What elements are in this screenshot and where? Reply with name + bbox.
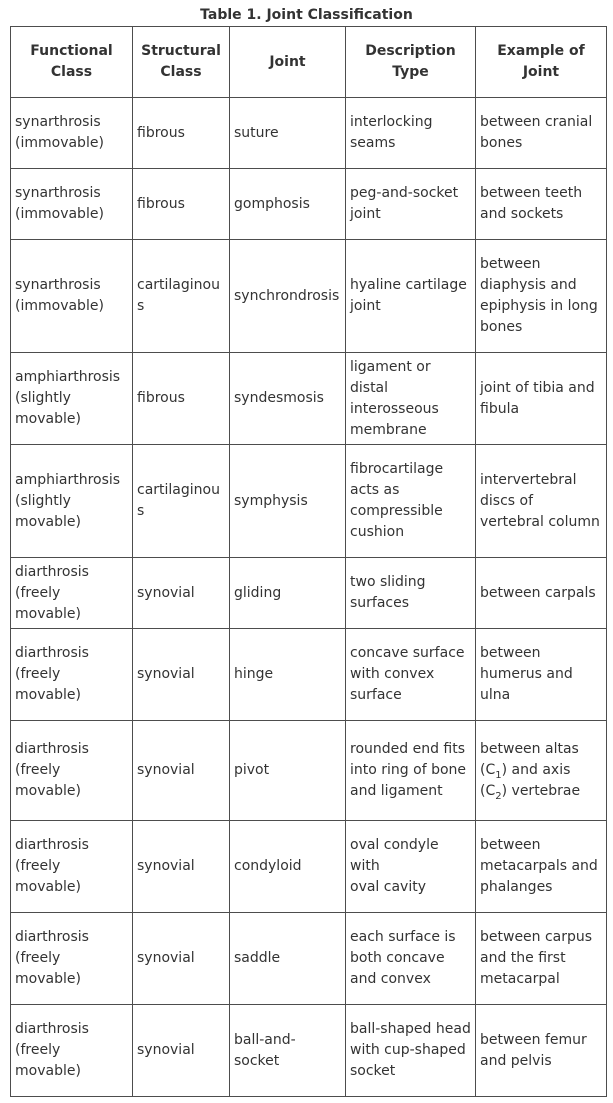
cell-description: each surface is both concave and convex [346, 913, 476, 1005]
header-text: Structural [141, 43, 221, 59]
table-row [11, 913, 607, 1005]
header-text: Functional [30, 43, 113, 59]
cell-functional: amphiarthrosis (slightly movable) [11, 353, 133, 445]
header-text: Example of [497, 43, 585, 59]
cell-joint: syndesmosis [230, 353, 346, 445]
table-row [11, 445, 607, 558]
cell-example: intervertebral discs of vertebral column [476, 445, 607, 558]
table-row [11, 353, 607, 445]
table-row [11, 558, 607, 629]
cell-joint: symphysis [230, 445, 346, 558]
cell-description: interlocking seams [346, 98, 476, 169]
header-text: Joint [269, 53, 306, 70]
cell-structural: synovial [133, 558, 230, 629]
cell-functional: diarthrosis (freely movable) [11, 913, 133, 1005]
cell-functional: synarthrosis (immovable) [11, 240, 133, 353]
cell-joint: hinge [230, 629, 346, 721]
cell-functional: diarthrosis (freely movable) [11, 1005, 133, 1097]
cell-structural: synovial [133, 629, 230, 721]
cell-functional: diarthrosis (freely movable) [11, 558, 133, 629]
cell-structural: synovial [133, 821, 230, 913]
cell-description: two sliding surfaces [346, 558, 476, 629]
cell-structural: synovial [133, 913, 230, 1005]
cell-structural: fibrous [133, 353, 230, 445]
cell-example: between teeth and sockets [476, 169, 607, 240]
table-row [11, 169, 607, 240]
cell-functional: diarthrosis (freely movable) [11, 721, 133, 821]
cell-description: ball-shaped head with cup-shaped socket [346, 1005, 476, 1097]
cell-description: hyaline cartilage joint [346, 240, 476, 353]
header-text: Class [50, 64, 93, 80]
cell-example: between metacarpals and phalanges [476, 821, 607, 913]
cell-description: rounded end fits into ring of bone and ligament [346, 721, 476, 821]
cell-joint: gliding [230, 558, 346, 629]
cell-example: between humerus and ulna [476, 629, 607, 721]
cell-description: concave surface with convex surface [346, 629, 476, 721]
header-structural-class [133, 27, 230, 98]
cell-joint: condyloid [230, 821, 346, 913]
cell-functional: diarthrosis (freely movable) [11, 821, 133, 913]
cell-joint: saddle [230, 913, 346, 1005]
header-example [476, 27, 607, 98]
cell-structural: cartilaginous [133, 240, 230, 353]
table-row [11, 240, 607, 353]
cell-structural: synovial [133, 1005, 230, 1097]
cell-description: peg-and-socket joint [346, 169, 476, 240]
table-row [11, 721, 607, 821]
cell-description: oval condyle with oval cavity [346, 821, 476, 913]
cell-joint: ball-and- socket [230, 1005, 346, 1097]
header-text: Class [160, 64, 202, 80]
cell-example: between femur and pelvis [476, 1005, 607, 1097]
table-row [11, 821, 607, 913]
header-joint [230, 27, 346, 98]
cell-structural: fibrous [133, 169, 230, 240]
cell-structural: cartilaginous [133, 445, 230, 558]
cell-functional: synarthrosis (immovable) [11, 98, 133, 169]
table-row [11, 98, 607, 169]
cell-structural: fibrous [133, 98, 230, 169]
cell-description: fibrocartilage acts as compressible cushion [346, 445, 476, 558]
cell-functional: amphiarthrosis (slightly movable) [11, 445, 133, 558]
header-description-type [346, 27, 476, 98]
cell-joint: pivot [230, 721, 346, 821]
header-functional-class [11, 27, 133, 98]
cell-example: between carpals [476, 558, 607, 629]
table-caption: Table 1. Joint Classification [200, 7, 413, 23]
joint-classification-table [10, 26, 607, 1097]
cell-structural: synovial [133, 721, 230, 821]
cell-joint: gomphosis [230, 169, 346, 240]
cell-example: between diaphysis and epiphysis in long bones [476, 240, 607, 353]
cell-example: between cranial bones [476, 98, 607, 169]
cell-example: joint of tibia and fibula [476, 353, 607, 445]
cell-joint: suture [230, 98, 346, 169]
header-row [11, 27, 607, 98]
table-row [11, 1005, 607, 1097]
cell-joint: synchrondrosis [230, 240, 346, 353]
header-text: Description [365, 43, 456, 59]
cell-example: between altas $(C_1)$ and axis $(C_2)$ vertebrae [476, 721, 607, 821]
header-text: Type [392, 64, 429, 80]
table-row [11, 629, 607, 721]
cell-functional: synarthrosis (immovable) [11, 169, 133, 240]
cell-example: between carpus and the first metacarpal [476, 913, 607, 1005]
cell-functional: diarthrosis (freely movable) [11, 629, 133, 721]
header-text: Joint [522, 64, 560, 80]
cell-description: ligament or distal interosseous membrane [346, 353, 476, 445]
